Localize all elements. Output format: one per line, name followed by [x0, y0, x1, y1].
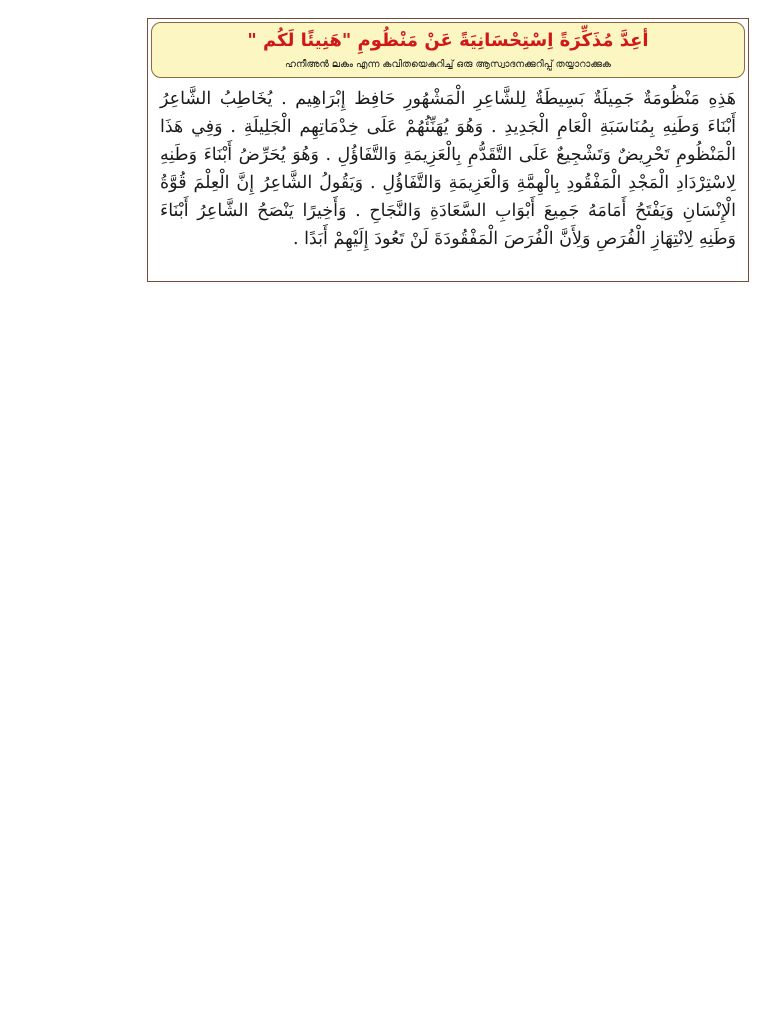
malayalam-instruction: ഹനീഅൻ ലകം എന്ന കവിതയെകുറിച്ച് ഒരു ആസ്വാദനക്കുറിപ്പ് തയ്യാറാക്കുക — [285, 59, 611, 70]
assignment-title: أعِدَّ مُذَكِّرَةً اِسْتِحْسَانِيَةً عَنْ مَنْظُومِ "هَنِيئًا لَكُم " — [247, 30, 649, 51]
appreciation-paragraph: هَذِهِ مَنْظُومَةٌ جَمِيلَةٌ بَسِيطَةٌ لِلشَّاعِرِ الْمَشْهُورِ حَافِظ إِبْرَاهِيم . يُخَاطِبُ الشَّاعِرُ أَبْنَاءَ وَطَنِهِ بِمُنَاسَبَةِ الْعَامِ الْجَدِيدِ . وَهُوَ يُهَنِّئُهُمْ عَلَى خِدْمَاتِهِم الْجَلِيلَةِ . وَفِي هَذَا الْمَنْظُومِ تَحْرِيضٌ وَتَشْجِيعٌ عَلَى التَّقَدُّمِ بِالْعَزِيمَةِ وَالتَّفَاؤُلِ . وَهُوَ يُحَرِّضُ أَبْنَاءَ وَطَنِهِ لِاسْتِرْدَادِ الْمَجْدِ الْمَفْقُودِ بِالْهِمَّةِ وَالْعَزِيمَةِ وَالتَّفَاؤُلِ . وَيَقُولُ الشَّاعِرُ إِنَّ الْعِلْمَ قُوَّةُ الْإِنْسَانِ وَيَفْتَحُ أَمَامَهُ جَمِيعَ أَبْوَابِ السَّعَادَةِ وَالنَّجَاحِ . وَأَخِيرًا يَنْصَحُ الشَّاعِرُ أَبْنَاءَ وَطَنِهِ لِانْتِهَازِ الْفُرَصِ وَلِأَنَّ الْفُرَصَ الْمَفْقُودَةَ لَنْ تَعُودَ إِلَيْهِمْ أَبَدًا . — [160, 89, 736, 249]
header-banner — [151, 22, 745, 78]
worksheet-card — [147, 18, 749, 282]
